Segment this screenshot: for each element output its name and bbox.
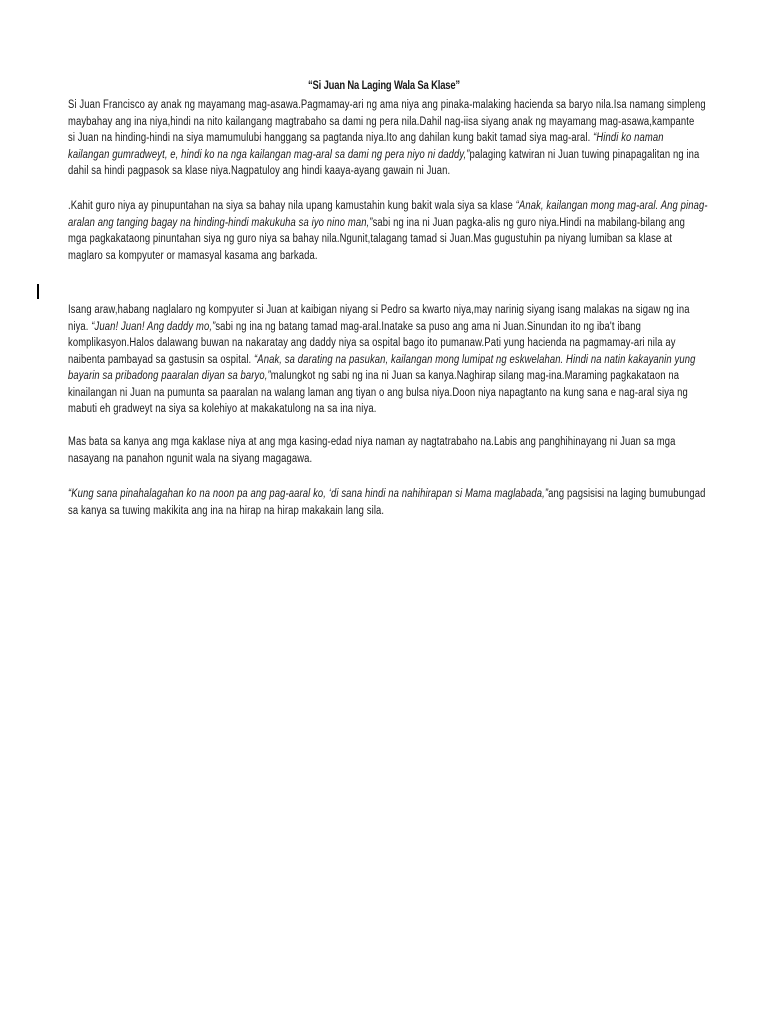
text-run: mga pagkakataong pinuntahan siya ng guro niya sa bahay nila.Ngunit,talagang tamad si Juan.Mas gugustuhin pa niyang lumiban sa klase at (68, 233, 673, 245)
paragraph-3 (68, 302, 696, 418)
text-line (68, 401, 691, 418)
text-run: niya. (68, 320, 92, 333)
text-run: maybahay ang ina niya,hindi na nito kailangang magtrabaho sa dami ng pera nila.Dahil nag-iisa siyang anak ng mayamang mag-asawa,kampante (68, 115, 695, 128)
paragraph-1 (68, 97, 706, 180)
quoted-dialogue: “Juan! Juan! Ang daddy mo,” (91, 320, 216, 333)
text-line (68, 215, 691, 232)
text-run: ang pagsisisi na laging bumubungad (548, 488, 706, 500)
text-run: mabuti eh gradweyt na siya sa kolehiyo at makakatulong na sa ina niya. (68, 403, 377, 415)
paragraph-5 (68, 486, 706, 519)
paragraph-2 (68, 198, 708, 264)
quoted-dialogue: aralan ang tanging bagay na hinding-hindi makukuha sa iyo nino man,” (68, 216, 373, 229)
text-run: maglaro sa kompyuter or mamasyal kasama ang barkada. (68, 249, 318, 262)
text-line (68, 248, 691, 265)
paragraph-4 (68, 434, 691, 467)
text-line (68, 335, 691, 352)
text-line (68, 319, 691, 336)
text-run: nasayang na panahon ngunit wala na siyang magagawa. (68, 452, 313, 465)
text-line (68, 163, 691, 180)
document-title: “Si Juan Na Laging Wala Sa Klase” (308, 80, 460, 92)
text-run: Isang araw,habang naglalaro ng kompyuter si Juan at kaibigan niyang si Pedro sa kwarto niya,may narinig siyang isang malakas na sigaw ng ina (68, 304, 690, 316)
text-run: si Juan na hinding-hindi na siya mamumulubi hanggang sa pagtanda niya.Ito ang dahilan kung bakit tamad siya mag-aral. (68, 132, 594, 144)
text-line (68, 231, 691, 248)
text-line (68, 352, 696, 369)
text-line (68, 147, 700, 164)
text-run: komplikasyon.Halos dalawang buwan na nakaratay ang daddy niya sa ospital bago ito pumanaw.Pati yung hacienda na pagmamay-ari nila ay (68, 337, 676, 349)
quoted-dialogue: bayarin sa pribadong paaralan diyan sa baryo,” (68, 370, 271, 382)
text-line (68, 130, 691, 147)
text-line (68, 434, 691, 451)
text-run: kinailangan ni Juan na pumunta sa paaralan na walang laman ang tiyan o ang bulsa niya.Doon niya napagtanto na kung sana e nag-aral siya ng (68, 386, 688, 399)
text-line (68, 451, 691, 468)
quoted-dialogue: “Hindi ko naman (593, 132, 664, 144)
text-run: Mas bata sa kanya ang mga kaklase niya at ang mga kasing-edad niya naman ay nagtatrabaho na.Labis ang panghihinayang ni Juan sa mga (68, 436, 676, 448)
text-line (68, 503, 691, 520)
text-run: palaging katwiran ni Juan tuwing pinapagalitan ng ina (469, 148, 700, 161)
text-line (68, 302, 691, 319)
text-run: dahil sa hindi pagpasok sa klase niya.Nagpatuloy ang hindi kaaya-ayang gawain ni Juan. (68, 165, 451, 177)
text-run: sa kanya sa tuwing makikita ang ina na hirap na hirap makakain lang sila. (68, 504, 385, 517)
quoted-dialogue: “Anak, sa darating na pasukan, kailangan mong lumipat ng eskwelahan. Hindi na natin kakayanin yung (254, 353, 696, 366)
quoted-dialogue: “Anak, kailangan mong mag-aral. Ang pinag- (515, 200, 708, 212)
text-run: sabi ng ina ng batang tamad mag-aral.Inatake sa puso ang ama ni Juan.Sinundan ito ng iba't ibang (215, 320, 642, 333)
text-cursor (37, 284, 39, 299)
text-line (68, 385, 691, 402)
text-line (68, 114, 695, 131)
text-line (68, 97, 706, 114)
text-run: sabi ng ina ni Juan pagka-alis ng guro niya.Hindi na mabilang-bilang ang (372, 216, 685, 229)
text-line (68, 198, 708, 215)
text-run: Si Juan Francisco ay anak ng mayamang mag-asawa.Pagmamay-ari ng ama niya ang pinaka-malaking hacienda sa baryo nila.Isa namang simpleng (68, 99, 706, 111)
quoted-dialogue: “Kung sana pinahalagahan ko na noon pa ang pag-aaral ko, ‘di sana hindi na nahihirapan si Mama maglabada,” (68, 488, 549, 500)
text-run: naibenta pambayad sa gastusin sa ospital. (68, 353, 255, 366)
text-run: malungkot ng sabi ng ina ni Juan sa kanya.Naghirap silang mag-ina.Maraming pagkakataon na (270, 370, 680, 382)
text-line (68, 368, 691, 385)
text-run: .Kahit guro niya ay pinupuntahan na siya sa bahay nila upang kamustahin kung bakit wala siya sa klase (68, 200, 516, 212)
text-line (68, 486, 706, 503)
quoted-dialogue: kailangan gumradweyt, e, hindi ko na nga kailangan mag-aral sa dami ng pera niyo ni daddy,” (68, 148, 470, 161)
